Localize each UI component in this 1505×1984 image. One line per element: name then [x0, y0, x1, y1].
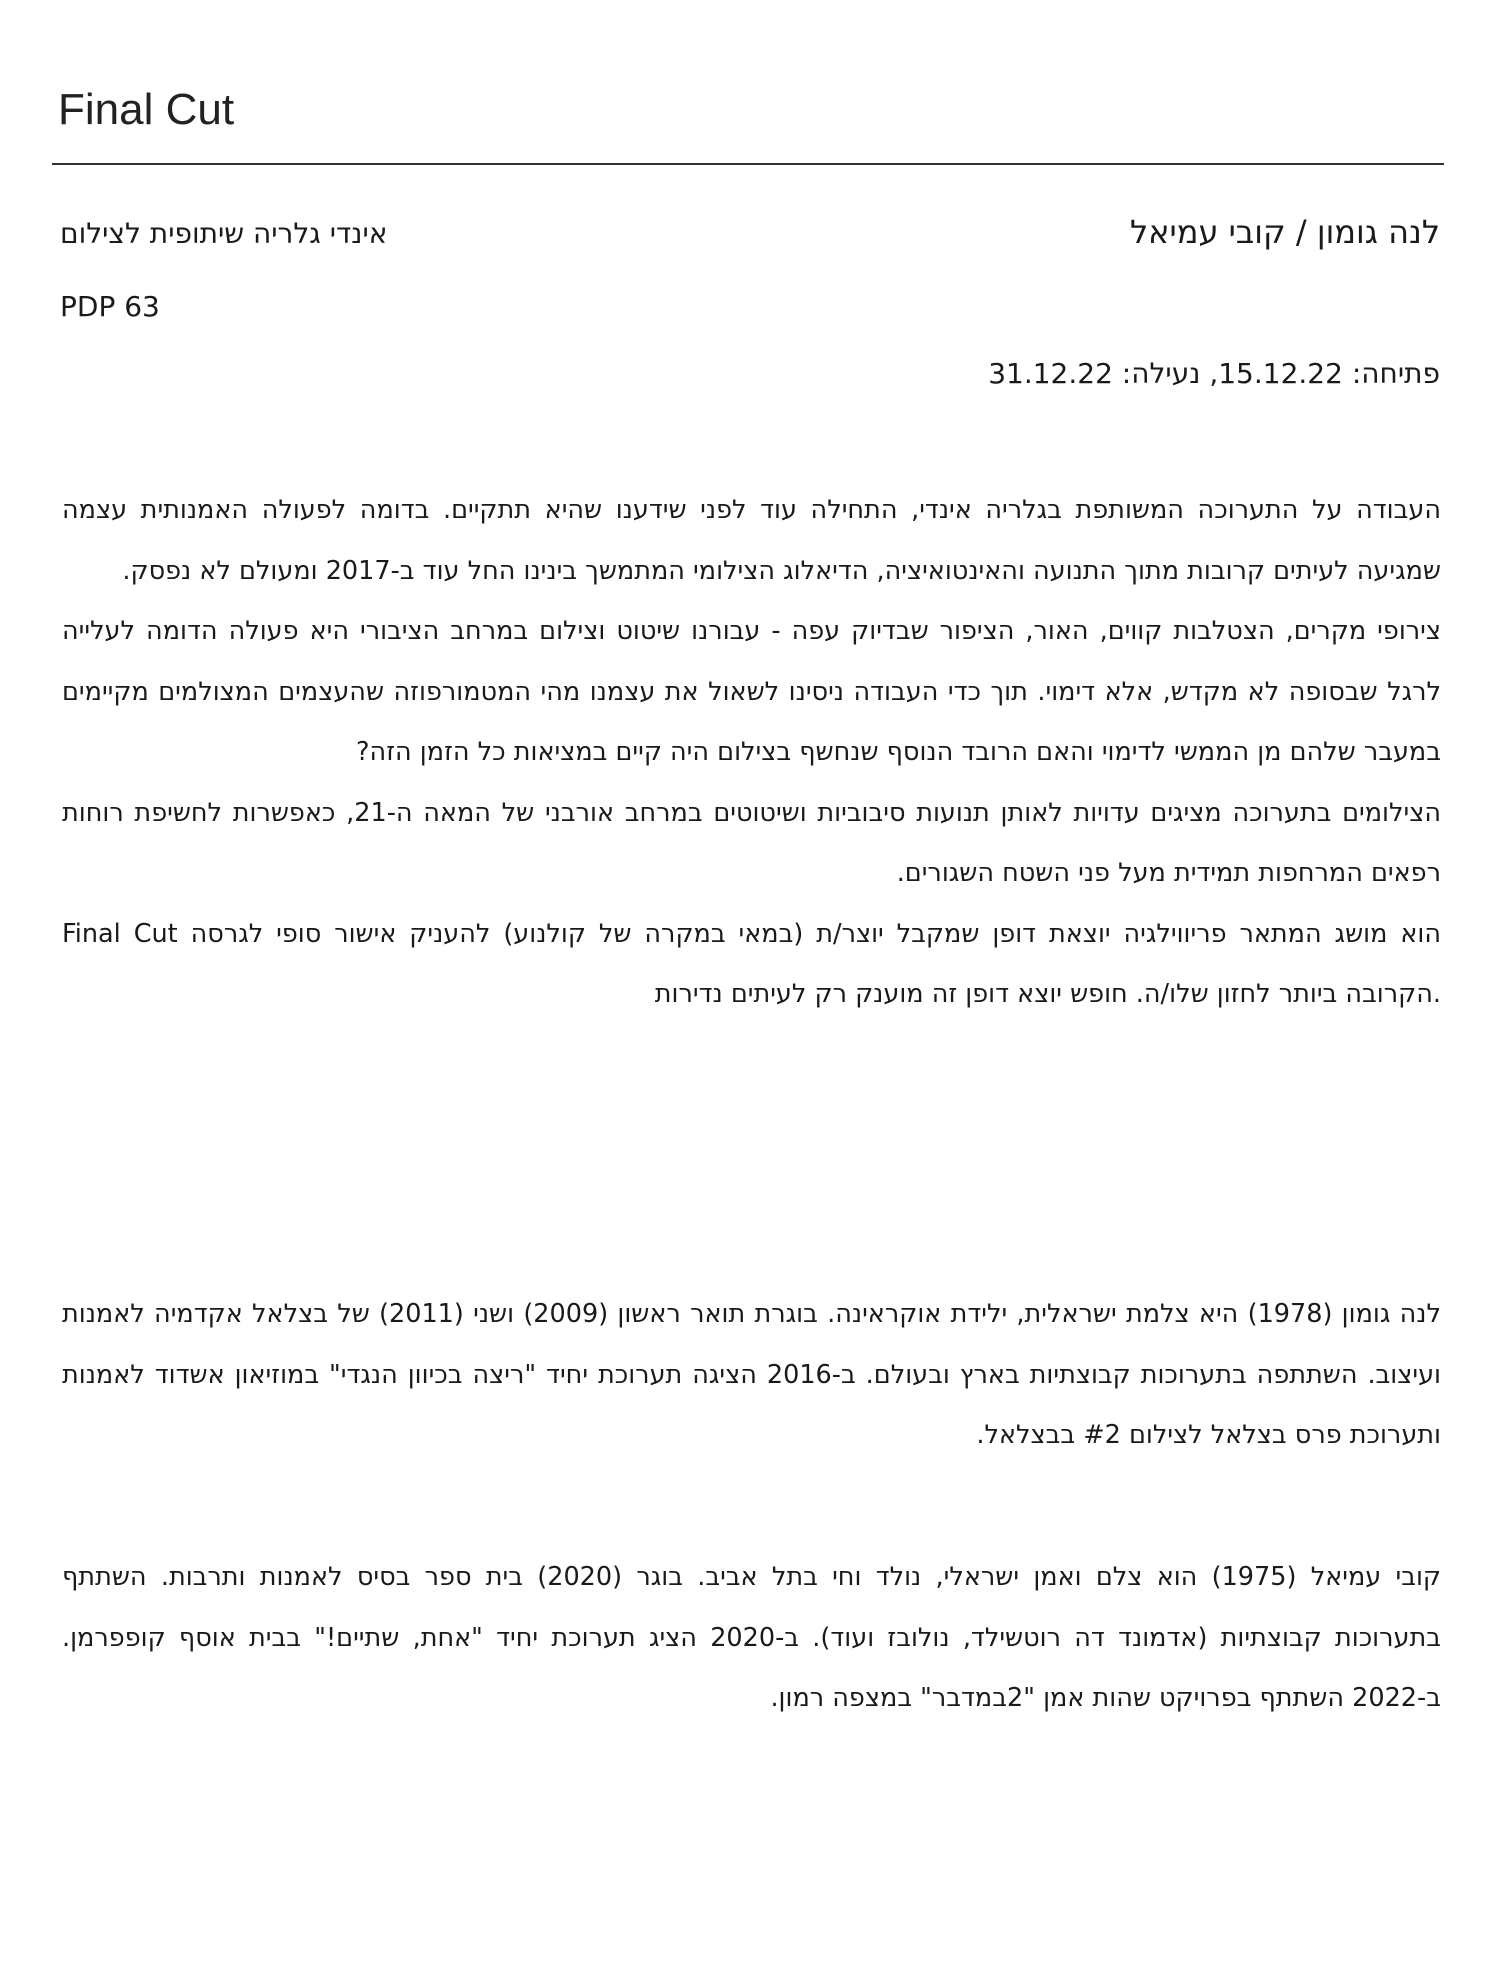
intro-paragraph: Final Cut הוא מושג המתאר פריווילגיה יוצאת דופן שמקבל יוצר/ת (במאי במקרה של קולנוע) להעניק אישור סופי לגרסה הקרובה ביותר לחזון שלו/ה. חופש יוצא דופן זה מוענק רק לעיתים נדירות.: [62, 918, 1441, 1009]
intro-paragraph: הצילומים בתערוכה מציגים עדויות לאותן תנועות סיבוביות ושיטוטים במרחב אורבני של המאה ה-21, כאפשרות לחשיפת רוחות רפאים המרחפות תמידית מעל פני השטח השגורים.: [62, 797, 1441, 888]
page-title: Final Cut: [58, 85, 235, 134]
lena-gomon-bio: לנה גומון (1978) היא צלמת ישראלית, ילידת אוקראינה. בוגרת תואר ראשון (2009) ושני (2011) של בצלאל אקדמיה לאמנות ועיצוב. השתתפה בתערוכות קבוצתיות בארץ ובעולם. ב-2016 הציגה תערוכת יחיד "ריצה בכיוון הנגדי" במוזיאון אשדוד לאמנות ותערוכת פרס בצלאל לצילום #2 בבצלאל.: [62, 1299, 1441, 1450]
exhibition-text: [62, 480, 1441, 1025]
gallery-code: PDP 63: [60, 290, 160, 323]
title-divider: [52, 163, 1444, 165]
kobi-amiel-bio: קובי עמיאל (1975) הוא צלם ואמן ישראלי, נולד וחי בתל אביב. בוגר (2020) בית ספר בסיס לאמנות ותרבות. השתתף בתערוכות קבוצתיות (אדמונד דה רוטשילד, נולובז ועוד). ב-2020 הציג תערוכת יחיד "אחת, שתיים!" בבית אוסף קופפרמן. ב-2022 השתתף בפרויקט שהות אמן "2במדבר" במצפה רמון.: [62, 1562, 1441, 1713]
intro-paragraph: העבודה על התערוכה המשותפת בגלריה אינדי, התחילה עוד לפני שידענו שהיא תתקיים. בדומה לפעולה האמנותית עצמה שמגיעה לעיתים קרובות מתוך התנועה והאינטואיציה, הדיאלוג הצילומי המתמשך בינינו החל עוד ב-2017 ומעולם לא נפסק.: [62, 495, 1441, 586]
intro-paragraph: צירופי מקרים, הצטלבות קווים, האור, הציפור שבדיוק עפה - עבורנו שיטוט וצילום במרחב הציבורי היא פעולה הדומה לעלייה לרגל שבסופה לא מקדש, אלא דימוי. תוך כדי העבודה ניסינו לשאול את עצמנו מהי המטמורפוזה שהעצמים המצולמים מקיימים במעבר שלהם מן הממשי לדימוי והאם הרובד הנוסף שנחשף בצילום היה קיים במציאות כל הזמן הזה?: [62, 616, 1441, 767]
artists-names: לנה גומון / קובי עמיאל: [1129, 213, 1440, 251]
exhibition-dates: פתיחה: 15.12.22, נעילה: 31.12.22: [988, 357, 1440, 390]
gallery-name: אינדי גלריה שיתופית לצילום: [60, 217, 388, 250]
